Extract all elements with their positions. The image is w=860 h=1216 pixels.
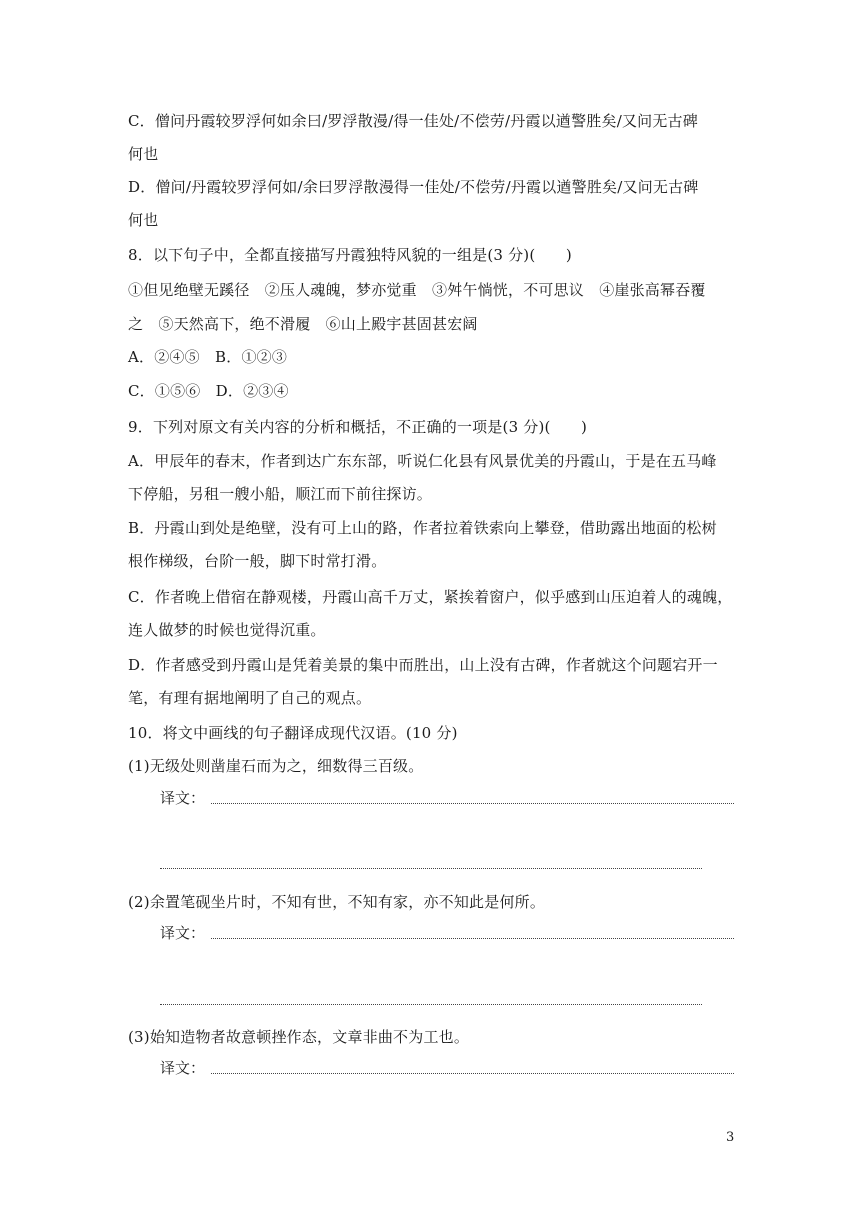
q10-answer-1[interactable] — [160, 784, 734, 808]
q10-stem: 10．将文中画线的句子翻译成现代汉语。(10 分) — [128, 724, 458, 742]
q9-option-c-line2: 连人做梦的时候也觉得沉重。 — [128, 621, 326, 639]
q7-option-d-line1: D．僧问/丹霞较罗浮何如/余曰罗浮散漫得一佳处/不偿劳/丹霞以遒警胜矣/又问无古碑 — [128, 178, 699, 196]
answer-line — [211, 937, 734, 939]
answer-label: 译文： — [160, 924, 206, 942]
q7-option-d-line2: 何也 — [128, 211, 159, 229]
page-number: 3 — [726, 1130, 735, 1145]
q9-option-c-line1: C．作者晚上借宿在静观楼，丹霞山高千万丈，紧挨着窗户，似乎感到山压迫着人的魂魄， — [128, 588, 733, 606]
q8-items-line1: ①但见绝壁无蹊径 ②压人魂魄，梦亦觉重 ③舛午惝恍，不可思议 ④崖张高幂吞覆 — [128, 281, 706, 299]
q9-option-a-line1: A．甲辰年的春末，作者到达广东东部，听说仁化县有风景优美的丹霞山，于是在五马峰 — [128, 452, 717, 470]
q10-answer-2[interactable] — [160, 919, 734, 943]
q10-answer-3[interactable] — [160, 1054, 734, 1078]
answer-label: 译文： — [160, 1059, 206, 1077]
q9-stem: 9．下列对原文有关内容的分析和概括，不正确的一项是(3 分)( ) — [128, 418, 588, 436]
answer-line-continued — [160, 1004, 702, 1005]
q9-option-d-line1: D．作者感受到丹霞山是凭着美景的集中而胜出，山上没有古碑，作者就这个问题宕开一 — [128, 656, 718, 674]
q9-option-d-line2: 笔，有理有据地阐明了自己的观点。 — [128, 689, 372, 707]
q9-option-a-line2: 下停船，另租一艘小船，顺江而下前往探访。 — [128, 485, 433, 503]
q10-sentence-2: (2)余置笔砚坐片时，不知有世，不知有家，亦不知此是何所。 — [128, 893, 546, 911]
answer-line-continued — [160, 868, 702, 869]
q7-option-c-line2: 何也 — [128, 145, 159, 163]
q7-option-c-line1: C．僧问丹霞较罗浮何如余曰/罗浮散漫/得一佳处/不偿劳/丹霞以遒警胜矣/又问无古碑 — [128, 112, 698, 130]
answer-line — [211, 802, 734, 804]
answer-line — [211, 1072, 734, 1074]
q8-options-ab: A．②④⑤ B．①②③ — [128, 348, 288, 366]
q10-sentence-1: (1)无级处则凿崖石而为之，细数得三百级。 — [128, 757, 424, 775]
q8-items-line2: 之 ⑤天然高下，绝不滑履 ⑥山上殿宇甚固甚宏阔 — [128, 315, 478, 333]
q9-option-b-line1: B．丹霞山到处是绝壁，没有可上山的路，作者拉着铁索向上攀登，借助露出地面的松树 — [128, 519, 717, 537]
answer-label: 译文： — [160, 789, 206, 807]
q8-stem: 8．以下句子中，全都直接描写丹霞独特风貌的一组是(3 分)( ) — [128, 246, 572, 264]
q10-sentence-3: (3)始知造物者故意顿挫作态，文章非曲不为工也。 — [128, 1028, 470, 1046]
q9-option-b-line2: 根作梯级，台阶一般，脚下时常打滑。 — [128, 552, 387, 570]
q8-options-cd: C．①⑤⑥ D．②③④ — [128, 382, 289, 400]
